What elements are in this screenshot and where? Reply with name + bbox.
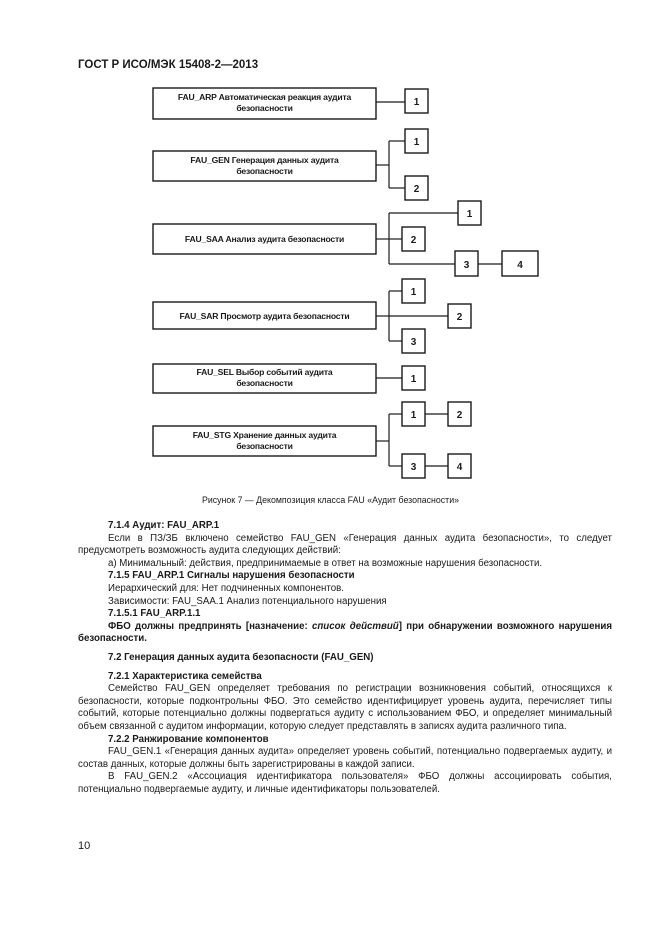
family-label: FAU_STG Хранение данных аудита	[192, 430, 337, 440]
component-number: 2	[413, 184, 420, 195]
section-heading: 7.1.4 Аудит: FAU_ARP.1	[108, 520, 220, 531]
requirement-text: ФБО должны предпринять [назначение: список действий] при обнаружении возможного нарушения безопасности.	[78, 620, 612, 645]
document-header: ГОСТ Р ИСО/МЭК 15408-2—2013	[78, 59, 259, 71]
component-number: 4	[456, 462, 463, 473]
component-number: 3	[410, 337, 417, 348]
section-heading: 7.2.1 Характеристика семейства	[108, 670, 262, 682]
family-label: FAU_ARP Автоматическая реакция аудита	[177, 92, 352, 102]
section-heading: 7.1.5.1 FAU_ARP.1.1	[108, 608, 201, 620]
paragraph: Семейство FAU_GEN определяет требования по регистрации возникновения событий, относящихся к безопасности, которые подконтрольны ФБО. Это семейство идентифицирует уровень аудита, перечисляет типы событий, которые потенциально должны подвергаться аудиту с использованием ФБО, и определяет минимальный объем связанной с аудитом информации, которую следует представлять в записях аудита различного типа.	[78, 683, 612, 732]
component-number: 2	[456, 410, 463, 421]
component-number: 1	[413, 137, 420, 148]
paragraph: FAU_GEN.1 «Генерация данных аудита» определяет уровень событий, потенциально подвергаемых аудиту, и состав данных, которые должны быть зарегистрированы в каждой записи.	[78, 746, 612, 770]
section-heading: 7.2.2 Ранжирование компонентов	[108, 733, 269, 745]
component-number: 1	[410, 287, 417, 298]
family-label: FAU_GEN Генерация данных аудита	[190, 155, 339, 165]
component-number: 1	[413, 97, 420, 108]
family-label: безопасности	[236, 378, 293, 388]
family-label: FAU_SAA Анализ аудита безопасности	[184, 234, 345, 244]
component-number: 1	[466, 209, 473, 220]
body-text	[78, 520, 612, 796]
family-label: FAU_SEL Выбор событий аудита	[196, 367, 333, 377]
component-number: 2	[456, 312, 463, 323]
family-label: безопасности	[236, 166, 293, 176]
component-number: 4	[517, 260, 523, 271]
component-number: 3	[410, 462, 417, 473]
page-number: 10	[78, 840, 91, 852]
section-heading: 7.1.5 FAU_ARP.1 Сигналы нарушения безопасности	[108, 570, 355, 582]
component-number: 2	[410, 235, 417, 246]
family-label: безопасности	[236, 441, 293, 451]
component-number: 1	[410, 374, 417, 385]
component-number: 3	[463, 260, 470, 271]
paragraph: В FAU_GEN.2 «Ассоциация идентификатора пользователя» ФБО должны ассоциировать события, потенциально подвергаемые аудиту, и личные идентификаторы пользователей.	[78, 771, 612, 795]
figure-caption: Рисунок 7 — Декомпозиция класса FAU «Аудит безопасности»	[201, 495, 460, 505]
paragraph: Иерархический для: Нет подчиненных компонентов.	[108, 582, 344, 594]
family-label: FAU_SAR Просмотр аудита безопасности	[179, 311, 350, 321]
paragraph: а) Минимальный: действия, предпринимаемые в ответ на возможные нарушения безопасности.	[108, 557, 543, 569]
family-label: безопасности	[236, 103, 293, 113]
paragraph: Если в ПЗ/ЗБ включено семейство FAU_GEN «Генерация данных аудита безопасности», то следует предусмотреть возможность аудита следующих действий:	[78, 532, 612, 557]
component-number: 1	[410, 410, 417, 421]
paragraph: Зависимости: FAU_SAA.1 Анализ потенциального нарушения	[108, 595, 387, 607]
assignment-placeholder: список действий	[311, 620, 399, 632]
section-heading: 7.2 Генерация данных аудита безопасности (FAU_GEN)	[108, 651, 374, 663]
